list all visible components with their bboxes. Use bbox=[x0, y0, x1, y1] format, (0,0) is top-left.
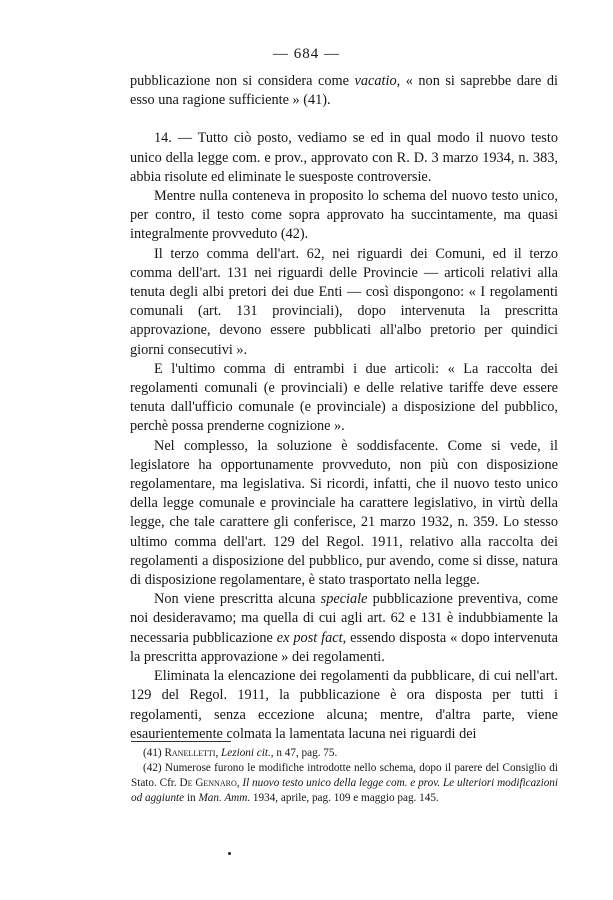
print-speck bbox=[228, 852, 231, 855]
footnote bbox=[131, 746, 558, 761]
text-run: (41) bbox=[143, 747, 165, 759]
text-run: Mentre nulla conteneva in proposito lo schema del nuovo testo unico, per contro, il testo come sopra approvato ha succintamente, ma quasi integralmente provveduto (42). bbox=[130, 188, 558, 243]
text-run: , bbox=[215, 747, 222, 759]
text-run: E l'ultimo comma di entrambi i due articoli: « La raccolta dei regolamenti comunali (e provinciali) e delle relative tariffe deve essere tenuta dall'ufficio comunale (e provinciale) a disposizione del pubblico, perchè possa prenderne cognizione ». bbox=[130, 360, 558, 435]
footnotes bbox=[131, 746, 558, 806]
paragraph bbox=[130, 590, 558, 667]
paragraph bbox=[130, 360, 558, 437]
italic-text: speciale bbox=[320, 591, 368, 608]
text-run: pubblicazione non si considera come bbox=[130, 73, 355, 89]
text-run: , essendo disposta « dopo intervenuta la prescritta approvazione » dei regolamenti. bbox=[130, 629, 558, 665]
paragraph bbox=[130, 129, 558, 187]
italic-text: Il nuovo testo unico della legge com. e prov. Le ulteriori modificazioni od aggiunte bbox=[131, 777, 558, 804]
text-run: pubblicazione preventiva, come noi desideravamo; ma quella di cui agli art. 62 e 131 è indubbiamente la necessaria pubblicazione bbox=[130, 591, 558, 646]
text-run: in bbox=[184, 792, 199, 804]
paragraph bbox=[130, 245, 558, 360]
text-run: Eliminata la elencazione dei regolamenti da pubblicare, di cui nell'art. 129 del Regol. 1911, la pubblicazione è ora disposta per tutti i regolamenti, senza eccezione alcuna; mentre, d'altra parte, viene esaurientemente colmata la lamentata lacuna nei riguardi dei bbox=[130, 668, 558, 742]
body-text bbox=[130, 72, 558, 744]
text-run: 14. — Tutto ciò posto, vediamo se ed in qual modo il nuovo testo unico della legge com. e prov., approvato con R. D. 3 marzo 1934, n. 383, abbia risolute ed eliminate le suesposte controversie. bbox=[130, 130, 558, 185]
italic-text: Lezioni cit. bbox=[221, 747, 271, 759]
text-run: , bbox=[236, 777, 243, 789]
paragraph bbox=[130, 437, 558, 591]
small-caps-name: De Gennaro bbox=[179, 777, 237, 789]
italic-text: vacatio bbox=[354, 73, 397, 89]
paragraph bbox=[130, 667, 558, 744]
text-run: Nel complesso, la soluzione è soddisfacente. Come si vede, il legislatore ha opportunamente provveduto, non più con disposizione regolamentare, ma legislativa. Si ricordi, infatti, che il nuovo testo unico della legge comunale e provinciale ha carattere legislativo, in virtù della legge, che tale carattere gli conferisce, 21 marzo 1932, n. 359. Lo stesso ultimo comma dell'art. 129 del Regol. 1911, relativo alla raccolta dei regolamenti a disposizione del pubblico, pur avendo, come si disse, natura di disposizione regolamentare, è stato trasportato nella legge. bbox=[130, 437, 558, 589]
italic-text: Man. Amm. bbox=[198, 792, 251, 804]
text-run: , « non si saprebbe dare di esso una ragione sufficiente » (41). bbox=[130, 73, 558, 109]
paragraph bbox=[130, 72, 558, 110]
text-run: , n 47, pag. 75. bbox=[270, 747, 338, 759]
footnote bbox=[131, 761, 558, 806]
footnote-rule bbox=[131, 741, 231, 742]
paragraph bbox=[130, 187, 558, 245]
text-run: Il terzo comma dell'art. 62, nei riguardi dei Comuni, ed il terzo comma dell'art. 131 nei riguardi delle Provincie — articoli relativi alla tenuta degli albi pretori dei due Enti — così dispongono: « I regolamenti comunali (art. 131 provinciali), dopo intervenuta la prescritta approvazione, devono essere pubblicati all'albo pretorio per quindici giorni consecutivi ». bbox=[130, 245, 558, 358]
text-run: (42) Numerose furono le modifiche introdotte nello schema, dopo il parere del Consiglio di Stato. Cfr. bbox=[131, 762, 558, 789]
small-caps-name: Ranelletti bbox=[164, 747, 216, 759]
italic-text: ex post fact bbox=[276, 629, 343, 646]
page-number: — 684 — bbox=[273, 46, 340, 62]
text-run: Non viene prescritta alcuna bbox=[154, 591, 321, 608]
text-run: 1934, aprile, pag. 109 e maggio pag. 145. bbox=[250, 792, 439, 804]
